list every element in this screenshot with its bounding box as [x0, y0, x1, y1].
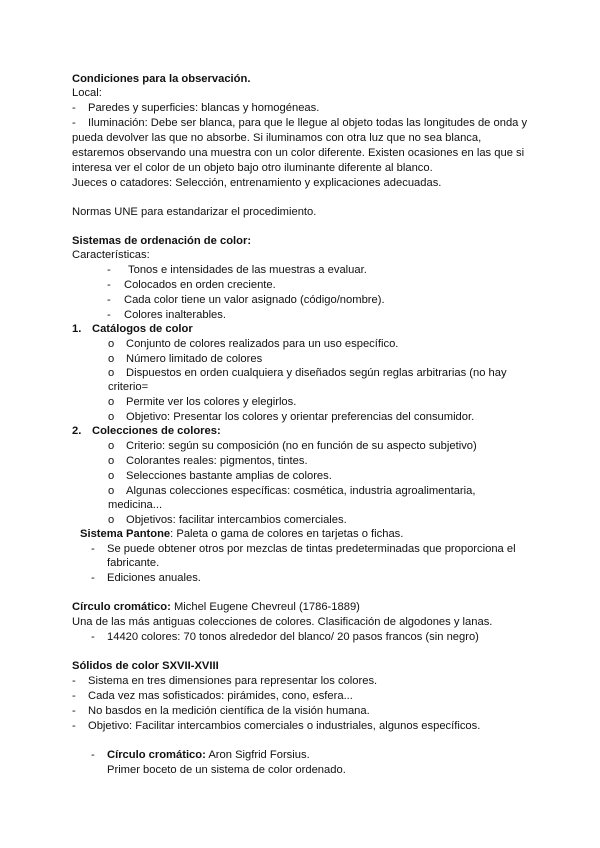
- dash-marker: -: [91, 631, 95, 643]
- list-number: 1.: [72, 323, 82, 335]
- list-item-lighting: Iluminación: Debe ser blanca, para que le llegue al objeto todas las longitudes de onda y: [88, 117, 528, 129]
- dash-marker: -: [91, 543, 95, 555]
- list-item: Tonos e intensidades de las muestras a evaluar.: [128, 264, 367, 276]
- list-item: Colorantes reales: pigmentos, tintes.: [126, 455, 308, 467]
- dash-marker: -: [72, 705, 76, 717]
- bullet-marker: o: [108, 440, 115, 452]
- list-item: Conjunto de colores realizados para un uso específico.: [126, 338, 399, 350]
- dash-marker: -: [72, 720, 76, 732]
- list-item-continuation: criterio=: [108, 381, 149, 393]
- bullet-marker: o: [108, 514, 115, 526]
- local-label: Local:: [72, 87, 102, 99]
- list-item: Objetivo: Facilitar intercambios comerciales o industriales, algunos específicos.: [88, 720, 481, 732]
- bullet-marker: o: [108, 396, 115, 408]
- list-item-continuation: fabricante.: [107, 557, 160, 569]
- heading-color-solids: Sólidos de color SXVII-XVIII: [72, 660, 219, 672]
- list-item-continuation: medicina...: [108, 499, 163, 511]
- paragraph-line: Primer boceto de un sistema de color ordenado.: [107, 764, 346, 776]
- pantone-text: : Paleta o gama de colores en tarjetas o fichas.: [170, 528, 404, 540]
- list-item: Criterio: según su composición (no en función de su aspecto subjetivo): [126, 440, 477, 452]
- une-standards-line: Normas UNE para estandarizar el procedimiento.: [72, 206, 317, 218]
- list-item: Dispuestos en orden cualquiera y diseñados según reglas arbitrarias (no hay: [126, 367, 507, 379]
- pantone-label: Sistema Pantone: [80, 528, 171, 540]
- characteristics-label: Características:: [72, 249, 150, 261]
- list-item: Selecciones bastante amplias de colores.: [126, 470, 332, 482]
- paragraph-line: interesa ver el color de un objeto bajo otro iluminante diferente al blanco.: [72, 162, 433, 174]
- heading-color-systems: Sistemas de ordenación de color:: [72, 235, 252, 247]
- list-item: Objetivos: facilitar intercambios comerciales.: [126, 514, 347, 526]
- list-item: Cada color tiene un valor asignado (código/nombre).: [124, 294, 385, 306]
- paragraph-line: estaremos observando una muestra con un color diferente. Existen ocasiones en las que si: [72, 147, 525, 159]
- bullet-marker: o: [108, 367, 115, 379]
- list-item: Número limitado de colores: [126, 353, 263, 365]
- chromatic-circle-label: Círculo cromático:: [72, 601, 171, 613]
- list-item: Se puede obtener otros por mezclas de tintas predeterminadas que proporciona el: [107, 543, 516, 555]
- list-item: Colocados en orden creciente.: [124, 279, 276, 291]
- list-item: Objetivo: Presentar los colores y orientar preferencias del consumidor.: [126, 411, 475, 423]
- bullet-marker: o: [108, 338, 115, 350]
- chevreul-text: Michel Eugene Chevreul (1786-1889): [170, 601, 360, 613]
- heading-observation-conditions: Condiciones para la observación.: [72, 73, 251, 85]
- heading-color-collections: Colecciones de colores:: [92, 425, 221, 437]
- list-item: Sistema en tres dimensiones para representar los colores.: [88, 675, 378, 687]
- dash-marker: -: [107, 294, 111, 306]
- bullet-marker: o: [108, 470, 115, 482]
- dash-marker: -: [107, 264, 111, 276]
- dash-marker: -: [72, 117, 76, 129]
- list-item: Algunas colecciones específicas: cosmética, industria agroalimentaria,: [126, 485, 476, 497]
- dash-marker: -: [72, 690, 76, 702]
- dash-marker: -: [91, 572, 95, 584]
- list-item: Cada vez mas sofisticados: pirámides, cono, esfera...: [88, 690, 353, 702]
- list-item: No basdos en la medición científica de la visión humana.: [88, 705, 370, 717]
- list-item-walls: Paredes y superficies: blancas y homogéneas.: [88, 102, 320, 114]
- heading-color-catalogs: Catálogos de color: [92, 323, 193, 335]
- paragraph-line: Una de las más antiguas colecciones de colores. Clasificación de algodones y lanas.: [72, 616, 493, 628]
- list-item: Colores inalterables.: [124, 309, 226, 321]
- bullet-marker: o: [108, 353, 115, 365]
- dash-marker: -: [107, 309, 111, 321]
- dash-marker: -: [72, 102, 76, 114]
- dash-marker: -: [91, 749, 95, 761]
- dash-marker: -: [72, 675, 76, 687]
- forsius-line: [107, 748, 310, 762]
- bullet-marker: o: [108, 485, 115, 497]
- chevreul-line: [72, 600, 360, 614]
- list-number: 2.: [72, 425, 82, 437]
- list-item: Ediciones anuales.: [107, 572, 201, 584]
- dash-marker: -: [107, 279, 111, 291]
- list-item: 14420 colores: 70 tonos alrededor del blanco/ 20 pasos francos (sin negro): [107, 631, 479, 643]
- forsius-text: Aron Sigfrid Forsius.: [205, 749, 310, 761]
- chromatic-circle-label: Círculo cromático:: [107, 749, 206, 761]
- paragraph-line: pueda devolver las que no absorbe. Si iluminamos con otra luz que no sea blanca,: [72, 132, 482, 144]
- pantone-line: [80, 527, 403, 541]
- list-item: Permite ver los colores y elegirlos.: [126, 396, 297, 408]
- judges-line: Jueces o catadores: Selección, entrenamiento y explicaciones adecuadas.: [72, 177, 442, 189]
- bullet-marker: o: [108, 455, 115, 467]
- bullet-marker: o: [108, 411, 115, 423]
